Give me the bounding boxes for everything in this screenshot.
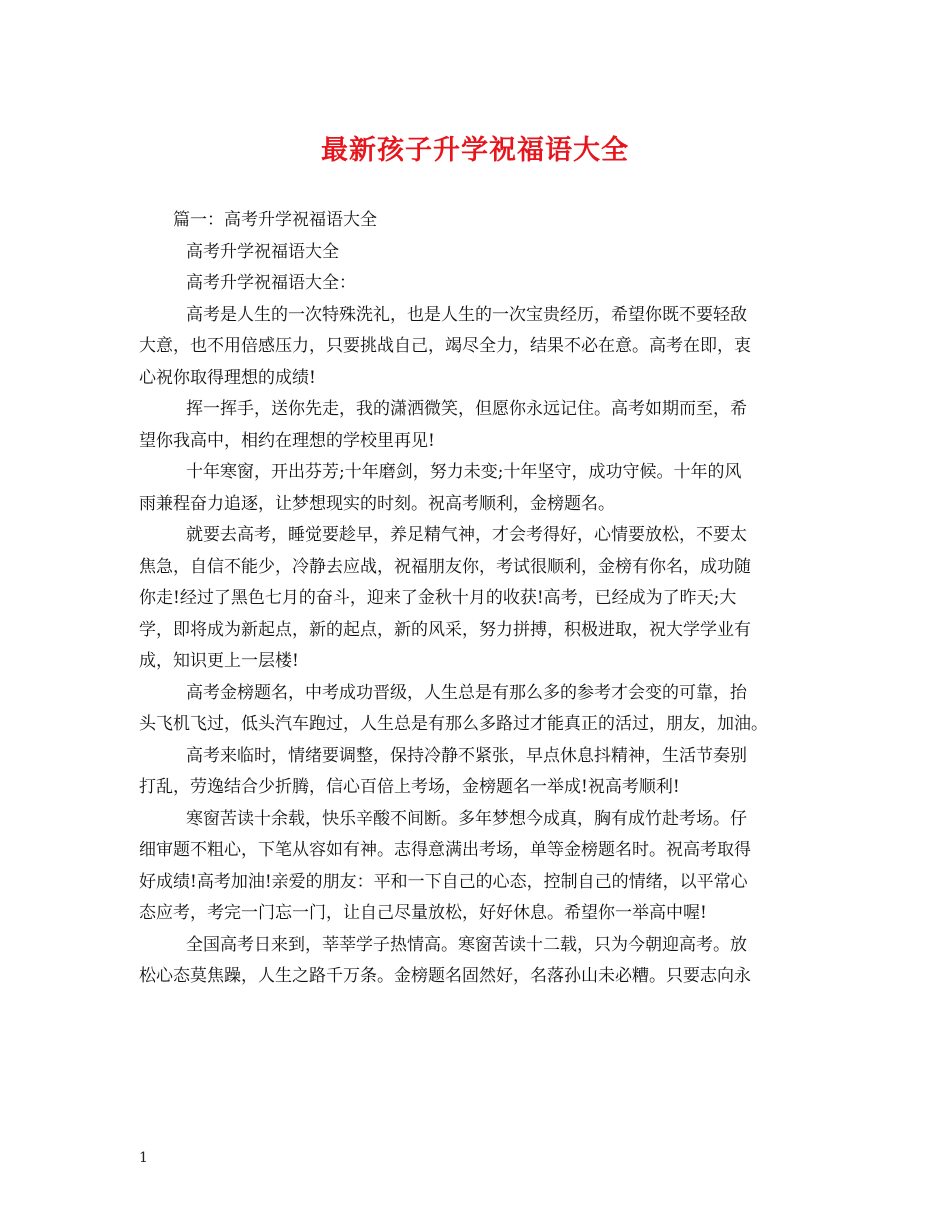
page-number: 1: [139, 1150, 148, 1166]
document-body: [139, 205, 823, 993]
paragraph-line: 学，即将成为新起点，新的起点，新的风采，努力拼搏，积极进取，祝大学学业有: [139, 619, 751, 640]
paragraph: [139, 930, 823, 993]
paragraph-line: 望你我高中，相约在理想的学校里再见!: [139, 430, 435, 451]
section-heading: 篇一：高考升学祝福语大全: [173, 210, 377, 230]
paragraph-line: 挥一挥手，送你先走，我的潇洒微笑，但愿你永远记住。高考如期而至，希: [186, 399, 747, 419]
paragraph: [139, 804, 823, 930]
paragraph-line: 十年寒窗，开出芬芳;十年磨剑，努力未变;十年坚守，成功守候。十年的风: [186, 462, 742, 482]
paragraph-line: 高考是人生的一次特殊洗礼，也是人生的一次宝贵经历，希望你既不要轻敌: [186, 304, 747, 325]
document-title: 最新孩子升学祝福语大全: [321, 135, 629, 166]
paragraph-line: 大意，也不用倍感压力，只要挑战自己，竭尽全力，结果不必在意。高考在即，衷: [139, 336, 751, 356]
paragraph-line: 高考来临时，情绪要调整，保持冷静不紧张，早点休息抖精神，生活节奏别: [186, 745, 747, 766]
paragraph-line: 高考金榜题名，中考成功晋级，人生总是有那么多的参考才会变的可靠，抬: [186, 682, 747, 703]
paragraph-line: 心祝你取得理想的成绩!: [139, 367, 316, 388]
paragraph: [139, 394, 823, 457]
paragraph-line: 好成绩!高考加油!亲爱的朋友：平和一下自己的心态，控制自己的情绪，以平常心: [139, 871, 748, 892]
paragraph: [139, 678, 823, 741]
paragraph-line: 态应考，考完一门忘一门，让自己尽量放松，好好休息。希望你一举高中喔!: [139, 903, 707, 923]
paragraph-line: 成，知识更上一层楼!: [139, 651, 299, 671]
paragraph-line: 细审题不粗心，下笔从容如有神。志得意满出考场，单等金榜题名时。祝高考取得: [139, 840, 751, 860]
paragraph-line: 松心态莫焦躁，人生之路千万条。金榜题名固然好，名落孙山未必糟。只要志向永: [139, 966, 751, 986]
paragraph-line: 全国高考日来到，莘莘学子热情高。寒窗苦读十二载，只为今朝迎高考。放: [186, 934, 747, 955]
paragraph-line: 就要去高考，睡觉要趁早，养足精气神，才会考得好，心情要放松，不要太: [186, 525, 747, 545]
paragraph: [139, 300, 823, 395]
paragraph-line: 打乱，劳逸结合少折腾，信心百倍上考场，金榜题名一举成!祝高考顺利!: [139, 777, 680, 797]
paragraph-line: 你走!经过了黑色七月的奋斗，迎来了金秋十月的收获!高考，已经成为了昨天;大: [139, 588, 737, 608]
paragraph-line: 雨兼程奋力追逐，让梦想现实的时刻。祝高考顺利，金榜题名。: [139, 493, 615, 514]
subtitle: 高考升学祝福语大全: [186, 241, 339, 262]
paragraph-line: 焦急，自信不能少，冷静去应战，祝福朋友你，考试很顺利，金榜有你名，成功随: [139, 556, 751, 577]
paragraph: [139, 520, 823, 678]
paragraph-line: 寒窗苦读十余载，快乐辛酸不间断。多年梦想今成真，胸有成竹赴考场。仔: [186, 808, 747, 829]
paragraph-line: 头飞机飞过，低头汽车跑过，人生总是有那么多路过才能真正的活过，朋友，加油。: [139, 714, 768, 734]
paragraph: [139, 741, 823, 804]
subtitle-with-colon: 高考升学祝福语大全：: [186, 273, 356, 293]
paragraph: [139, 457, 823, 520]
